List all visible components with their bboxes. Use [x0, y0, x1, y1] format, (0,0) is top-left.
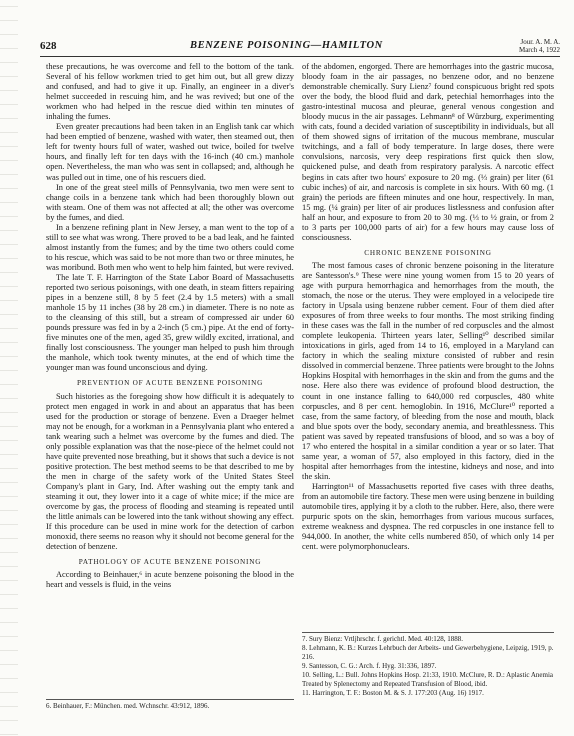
- paragraph: The late T. F. Harrington of the State Labor Board of Massachusetts reported two serious poisonings, with one death, in steam fitters repairing pipes in a benzene still, 8 by 5 feet (2.4 by 1.5 meters) with a small manhole 15 by 11 inches (38 by 28 cm.) in diameter. There is no note as to the cleansing of this still, but a stream of compressed air under 60 pounds pressure was fed in by a 2-inch (5 cm.) pipe. At the end of forty-five minutes one of the men, aged 35, grew wildly excited, irrational, and finally lost consciousness. The younger man helped to push him through the manhole, which took twenty minutes, at the end of which time the younger man was found unconscious and dying.: [46, 272, 294, 373]
- left-column: [46, 62, 294, 590]
- article-running-title: BENZENE POISONING—HAMILTON: [190, 40, 383, 51]
- paragraph: According to Beinhauer,⁶ in acute benzene poisoning the blood in the heart and vessels is fluid, in the veins: [46, 570, 294, 590]
- footnotes-right: [302, 632, 554, 698]
- paragraph: these precautions, he was overcome and fell to the bottom of the tank. Several of his fellow workmen tried to get him out, but all grew dizzy and confused, and had to give it up. Finally, an engineer in a diver's helmet succeeded in rescuing him, and he was revived; but one of the workmen who had helped in the rescue died within ten minutes of inhaling the fumes.: [46, 62, 294, 122]
- right-column: [302, 62, 554, 552]
- scan-edge-artifact: [0, 0, 18, 736]
- running-head: [40, 40, 560, 57]
- paragraph: In one of the great steel mills of Pennsylvania, two men were sent to change coils in a benzene tank which had been thoroughly blown out with steam. One of them was not affected at all; the other was overcome by the fumes, and died.: [46, 182, 294, 222]
- footnote-7: 7. Sury Bienz: Vrtljhrschr. f. gerichtl. Med. 40:128, 1888.: [302, 635, 464, 643]
- paragraph: of the abdomen, engorged. There are hemorrhages into the gastric mucosa, bloody foam in the air passages, no benzene odor, and no benzene demonstrable chemically. Sury Lienz⁷ found conspicuous bright red spots over the body, the blood fluid and dark, petechial hemorrhages into the gastro-intestinal mucosa and pleurae, general venous congestion and bloody mucus in the air passages. Lehmann⁸ of Würzburg, experimenting with cats, found a decided variation of susceptibility in individuals, but all of them showed signs of irritation of the mucous membrane, muscular twitchings, and a fall of body temperature. In large doses, there were convulsions, narcosis, very deep respirations first quick then slow, quickened pulse, and death from respiratory paralysis. A narcotic effect begins in cats after two hours' exposure to 20 mg. (⅓ grain) per liter (61 cubic inches) of air, and narcosis is complete in six hours. With 60 mg. (1 grain) the periods are fifteen minutes and one hour, respectively. In man, 15 mg. (¼ grain) per liter of air produces listlessness and confusion after half an hour, and exposure to from 20 to 30 mg. (⅓ to ½ grain, or from 2 to 3 parts per 100,000 parts of air) for a few hours may cause loss of consciousness.: [302, 62, 554, 242]
- footnotes-left: [46, 699, 294, 710]
- footnote-10: 10. Selling, L.: Bull. Johns Hopkins Hosp. 21:33, 1910. McClure, R. D.: Aplastic Anemia Treated by Splenectomy and Repeated Transfusion of Blood, ibid.: [302, 671, 554, 688]
- paragraph: The most famous cases of chronic benzene poisoning in the literature are Santesson's.⁹ These were nine young women from 15 to 20 years of age with purpura hemorrhagica and hemorrhages from the mouth, the stomach, the nose or the uterus. They were employed in a velocipede tire factory in Upsala using benzene rubber cement. Four of them died after exposures of from three weeks to four months. The most striking finding in these cases was the fall in the number of red corpuscles and the almost complete leukopenia. Thirteen years later, Selling¹⁰ described similar intoxications in girls, aged from 14 to 16, employed in a Maryland can factory in which the sealing mixture consisted of rubber and resin dissolved in commercial benzene. Three patients were brought to the Johns Hopkins Hospital with hemorrhages in the skin and from the gums and the nose. Here also there was evidence of profound blood destruction, the count in one instance falling to 640,000 red corpuscles, 480 white corpuscles, and 8 per cent. hemoglobin. In 1916, McClure¹⁰ reported a case, from the same factory, of bleeding from the nose and mouth, black and blue spots over the body, secondary anemia, and breathlessness. This patient was saved by repeated transfusions of blood, and so was a boy of 17 who entered the hospital in a similar condition a year or so later. That same year, a woman of 57, also employed in this factory, died in the hospital after hemorrhages from the intestine, kidneys and nose, and into the skin.: [302, 260, 554, 481]
- paragraph: Such histories as the foregoing show how difficult it is adequately to protect men engaged in work in and about an apparatus that has been used for the production or storage of benzene. Even a Draeger helmet may not be enough, for a workman in a Pennsylvania plant who entered a tank wearing such a helmet was overcome by the fumes and died. The only possible explanation was that the nose-piece of the helmet could not have quite prevented nose breathing, but it shows that such a device is not positive protection. The best method seems to be that described to me by the men in charge of the safety work of the United States Steel Company's plant in Gary, Ind. After washing out the empty tank and steaming it out, they lower into it a cage of white mice; if the mice are overcome by gas, the process of flooding and steaming is repeated until the little animals can be lowered into the tank without showing any effect. If this procedure can be used in mine work for the detection of carbon monoxid, there seems no reason why it should not become general for the detection of benzene.: [46, 391, 295, 552]
- journal-date: March 4, 1922: [518, 46, 560, 54]
- page-number: 628: [40, 40, 57, 52]
- journal-reference: [519, 38, 560, 54]
- footnote-9: 9. Santesson, C. G.: Arch. f. Hyg. 31:336, 1897.: [302, 662, 437, 670]
- section-heading-pathology: PATHOLOGY OF ACUTE BENZENE POISONING: [78, 558, 262, 567]
- footnote-8: 8. Lehmann, K. B.: Kurzes Lehrbuch der Arbeits- und Gewerbehygiene, Leipzig, 1919, p. 216.: [302, 644, 554, 661]
- footnote-6: 6. Beinhauer, F.: München. med. Wchnschr. 43:912, 1896.: [46, 702, 210, 710]
- section-heading-chronic: CHRONIC BENZENE POISONING: [364, 248, 492, 257]
- paragraph: Even greater precautions had been taken in an English tank car which had been emptied of benzene, washed with water, then steamed out, then left for twenty hours full of water, washed out twice, boiled for twelve hours, and finally left for ten days with the 16-inch (40 cm.) manhole open. Nevertheless, the man who was sent in collapsed; and, although he was pulled out in time, one of his rescuers died.: [46, 122, 294, 182]
- section-heading-prevention: PREVENTION OF ACUTE BENZENE POISONING: [76, 379, 264, 388]
- paragraph: In a benzene refining plant in New Jersey, a man went to the top of a still to see what was wrong. There proved to be a bad leak, and he fainted almost instantly from the fumes; and by the time two others could come to his rescue, which was said to be not more than two or three minutes, he was moribund. Both men who went to help him fainted, but were revived.: [46, 222, 294, 272]
- footnote-11: 11. Harrington, T. F.: Boston M. & S. J. 177:203 (Aug. 16) 1917.: [302, 689, 484, 697]
- journal-name: Jour. A. M. A.: [520, 38, 560, 46]
- paragraph: Harrington¹¹ of Massachusetts reported five cases with three deaths, from an automobile tire factory. These men were using benzene in building automobile tires, applying it by a cloth to the rubber. Here, also, there were purpuric spots on the skin, hemorrhages from various mucous surfaces, extreme weakness and dyspnea. The red corpuscles in one instance fell to 944,000. In another, the white cells numbered 850, of which only 14 per cent. were polymorphonuclears.: [302, 481, 554, 552]
